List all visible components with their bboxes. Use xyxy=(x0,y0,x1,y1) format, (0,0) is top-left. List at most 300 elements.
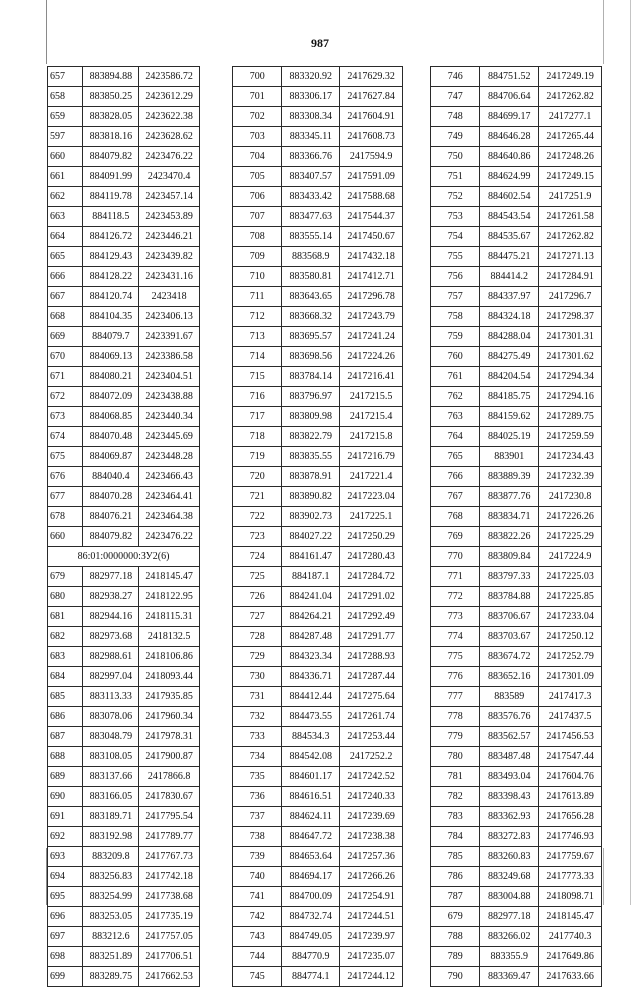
y-coordinate-cell: 2417604.91 xyxy=(340,107,403,127)
point-number-cell: 762 xyxy=(431,387,480,407)
y-coordinate-cell: 2417456.53 xyxy=(539,727,602,747)
x-coordinate-cell: 883828.05 xyxy=(83,107,139,127)
point-number-cell: 671 xyxy=(48,367,83,387)
y-coordinate-cell: 2417254.91 xyxy=(340,887,403,907)
x-coordinate-cell: 883784.88 xyxy=(480,587,539,607)
x-coordinate-cell: 884324.18 xyxy=(480,307,539,327)
table-row xyxy=(48,387,200,407)
y-coordinate-cell: 2417738.68 xyxy=(139,887,200,907)
point-number-cell: 773 xyxy=(431,607,480,627)
point-number-cell: 750 xyxy=(431,147,480,167)
point-number-cell: 679 xyxy=(431,907,480,927)
x-coordinate-cell: 884699.17 xyxy=(480,107,539,127)
table-row xyxy=(431,107,602,127)
table-row xyxy=(48,207,200,227)
x-coordinate-cell: 884473.55 xyxy=(282,707,340,727)
table-row xyxy=(431,187,602,207)
x-coordinate-cell: 884542.08 xyxy=(282,747,340,767)
y-coordinate-cell: 2423391.67 xyxy=(139,327,200,347)
y-coordinate-cell: 2417226.26 xyxy=(539,507,602,527)
x-coordinate-cell: 883822.79 xyxy=(282,427,340,447)
table-row xyxy=(233,807,403,827)
y-coordinate-cell: 2423453.89 xyxy=(139,207,200,227)
x-coordinate-cell: 883477.63 xyxy=(282,207,340,227)
x-coordinate-cell: 884288.04 xyxy=(480,327,539,347)
table-row xyxy=(48,107,200,127)
table-row xyxy=(431,847,602,867)
y-coordinate-cell: 2417225.1 xyxy=(340,507,403,527)
x-coordinate-cell: 883706.67 xyxy=(480,607,539,627)
coordinates-table-left xyxy=(47,66,200,987)
y-coordinate-cell: 2417544.37 xyxy=(340,207,403,227)
y-coordinate-cell: 2423622.38 xyxy=(139,107,200,127)
point-number-cell: 719 xyxy=(233,447,282,467)
x-coordinate-cell: 883306.17 xyxy=(282,87,340,107)
x-coordinate-cell: 883809.84 xyxy=(480,547,539,567)
table-row xyxy=(48,607,200,627)
table-row xyxy=(233,147,403,167)
y-coordinate-cell: 2417432.18 xyxy=(340,247,403,267)
y-coordinate-cell: 2417740.3 xyxy=(539,927,602,947)
y-coordinate-cell: 2417259.59 xyxy=(539,427,602,447)
table-row xyxy=(431,967,602,987)
x-coordinate-cell: 884264.21 xyxy=(282,607,340,627)
x-coordinate-cell: 883901 xyxy=(480,447,539,467)
y-coordinate-cell: 2417629.32 xyxy=(340,67,403,87)
point-number-cell: 663 xyxy=(48,207,83,227)
x-coordinate-cell: 882977.18 xyxy=(480,907,539,927)
table-row xyxy=(48,407,200,427)
x-coordinate-cell: 883835.55 xyxy=(282,447,340,467)
point-number-cell: 788 xyxy=(431,927,480,947)
table-row xyxy=(233,647,403,667)
x-coordinate-cell: 883108.05 xyxy=(83,747,139,767)
y-coordinate-cell: 2417243.79 xyxy=(340,307,403,327)
y-coordinate-cell: 2417223.04 xyxy=(340,487,403,507)
y-coordinate-cell: 2423448.28 xyxy=(139,447,200,467)
y-coordinate-cell: 2423431.16 xyxy=(139,267,200,287)
y-coordinate-cell: 2417662.53 xyxy=(139,967,200,987)
point-number-cell: 687 xyxy=(48,727,83,747)
point-number-cell: 703 xyxy=(233,127,282,147)
point-number-cell: 732 xyxy=(233,707,282,727)
y-coordinate-cell: 2417277.1 xyxy=(539,107,602,127)
point-number-cell: 727 xyxy=(233,607,282,627)
point-number-cell: 696 xyxy=(48,907,83,927)
point-number-cell: 716 xyxy=(233,387,282,407)
point-number-cell: 757 xyxy=(431,287,480,307)
table-row xyxy=(48,967,200,987)
table-row xyxy=(48,527,200,547)
table-row xyxy=(233,347,403,367)
x-coordinate-cell: 883822.26 xyxy=(480,527,539,547)
table-row xyxy=(233,667,403,687)
point-number-cell: 712 xyxy=(233,307,282,327)
point-number-cell: 670 xyxy=(48,347,83,367)
table-row xyxy=(48,367,200,387)
table-row xyxy=(431,607,602,627)
table-row xyxy=(431,907,602,927)
table-row xyxy=(233,207,403,227)
table-row xyxy=(48,227,200,247)
table-row xyxy=(233,327,403,347)
point-number-cell: 761 xyxy=(431,367,480,387)
x-coordinate-cell: 884241.04 xyxy=(282,587,340,607)
y-coordinate-cell: 2418145.47 xyxy=(139,567,200,587)
x-coordinate-cell: 883850.25 xyxy=(83,87,139,107)
point-number-cell: 775 xyxy=(431,647,480,667)
point-number-cell: 667 xyxy=(48,287,83,307)
x-coordinate-cell: 882973.68 xyxy=(83,627,139,647)
table-row xyxy=(233,87,403,107)
y-coordinate-cell: 2423470.4 xyxy=(139,167,200,187)
table-row xyxy=(431,167,602,187)
point-number-cell: 680 xyxy=(48,587,83,607)
y-coordinate-cell: 2423476.22 xyxy=(139,147,200,167)
table-row xyxy=(233,867,403,887)
table-row xyxy=(431,927,602,947)
x-coordinate-cell: 883562.57 xyxy=(480,727,539,747)
point-number-cell: 678 xyxy=(48,507,83,527)
table-row xyxy=(48,267,200,287)
y-coordinate-cell: 2423438.88 xyxy=(139,387,200,407)
x-coordinate-cell: 882977.18 xyxy=(83,567,139,587)
x-coordinate-cell: 884070.48 xyxy=(83,427,139,447)
table-row xyxy=(233,247,403,267)
table-row xyxy=(48,707,200,727)
point-number-cell: 784 xyxy=(431,827,480,847)
y-coordinate-cell: 2417450.67 xyxy=(340,227,403,247)
point-number-cell: 664 xyxy=(48,227,83,247)
table-row xyxy=(233,847,403,867)
y-coordinate-cell: 2417789.77 xyxy=(139,827,200,847)
x-coordinate-cell: 884070.28 xyxy=(83,487,139,507)
x-coordinate-cell: 883308.34 xyxy=(282,107,340,127)
y-coordinate-cell: 2423628.62 xyxy=(139,127,200,147)
point-number-cell: 748 xyxy=(431,107,480,127)
x-coordinate-cell: 883113.33 xyxy=(83,687,139,707)
x-coordinate-cell: 884120.74 xyxy=(83,287,139,307)
table-row xyxy=(431,307,602,327)
point-number-cell: 783 xyxy=(431,807,480,827)
table-row xyxy=(233,627,403,647)
x-coordinate-cell: 884118.5 xyxy=(83,207,139,227)
point-number-cell: 690 xyxy=(48,787,83,807)
table-row xyxy=(48,327,200,347)
table-row xyxy=(48,907,200,927)
x-coordinate-cell: 883256.83 xyxy=(83,867,139,887)
table-row xyxy=(48,187,200,207)
x-coordinate-cell: 884624.99 xyxy=(480,167,539,187)
y-coordinate-cell: 2417257.36 xyxy=(340,847,403,867)
x-coordinate-cell: 884543.54 xyxy=(480,207,539,227)
table-row xyxy=(431,787,602,807)
x-coordinate-cell: 884732.74 xyxy=(282,907,340,927)
table-row xyxy=(48,127,200,147)
point-number-cell: 700 xyxy=(233,67,282,87)
y-coordinate-cell: 2417706.51 xyxy=(139,947,200,967)
y-coordinate-cell: 2417235.07 xyxy=(340,947,403,967)
table-row xyxy=(431,447,602,467)
table-row xyxy=(233,507,403,527)
y-coordinate-cell: 2417978.31 xyxy=(139,727,200,747)
y-coordinate-cell: 2417244.51 xyxy=(340,907,403,927)
x-coordinate-cell: 884079.82 xyxy=(83,527,139,547)
x-coordinate-cell: 883643.65 xyxy=(282,287,340,307)
point-number-cell: 770 xyxy=(431,547,480,567)
table-row xyxy=(233,287,403,307)
point-number-cell: 676 xyxy=(48,467,83,487)
table-row xyxy=(431,627,602,647)
point-number-cell: 686 xyxy=(48,707,83,727)
table-row xyxy=(233,467,403,487)
y-coordinate-cell: 2417234.43 xyxy=(539,447,602,467)
point-number-cell: 752 xyxy=(431,187,480,207)
point-number-cell: 731 xyxy=(233,687,282,707)
y-coordinate-cell: 2417773.33 xyxy=(539,867,602,887)
y-coordinate-cell: 2417960.34 xyxy=(139,707,200,727)
y-coordinate-cell: 2417233.04 xyxy=(539,607,602,627)
point-number-cell: 735 xyxy=(233,767,282,787)
x-coordinate-cell: 884770.9 xyxy=(282,947,340,967)
point-number-cell: 711 xyxy=(233,287,282,307)
point-number-cell: 694 xyxy=(48,867,83,887)
table-row xyxy=(48,427,200,447)
point-number-cell: 733 xyxy=(233,727,282,747)
y-coordinate-cell: 2423406.13 xyxy=(139,307,200,327)
y-coordinate-cell: 2418145.47 xyxy=(539,907,602,927)
table-row xyxy=(48,647,200,667)
point-number-cell: 759 xyxy=(431,327,480,347)
x-coordinate-cell: 884749.05 xyxy=(282,927,340,947)
table-row xyxy=(48,547,200,567)
point-number-cell: 721 xyxy=(233,487,282,507)
y-coordinate-cell: 2417627.84 xyxy=(340,87,403,107)
table-row xyxy=(48,167,200,187)
point-number-cell: 709 xyxy=(233,247,282,267)
point-number-cell: 675 xyxy=(48,447,83,467)
point-number-cell: 751 xyxy=(431,167,480,187)
point-number-cell: 725 xyxy=(233,567,282,587)
point-number-cell: 692 xyxy=(48,827,83,847)
table-row xyxy=(431,827,602,847)
x-coordinate-cell: 884161.47 xyxy=(282,547,340,567)
point-number-cell: 708 xyxy=(233,227,282,247)
x-coordinate-cell: 884616.51 xyxy=(282,787,340,807)
point-number-cell: 662 xyxy=(48,187,83,207)
table-row xyxy=(431,467,602,487)
y-coordinate-cell: 2417294.16 xyxy=(539,387,602,407)
table-row xyxy=(431,687,602,707)
table-row xyxy=(431,587,602,607)
table-row xyxy=(233,487,403,507)
y-coordinate-cell: 2423446.21 xyxy=(139,227,200,247)
x-coordinate-cell: 883366.76 xyxy=(282,147,340,167)
table-row xyxy=(233,727,403,747)
table-row xyxy=(48,727,200,747)
point-number-cell: 691 xyxy=(48,807,83,827)
x-coordinate-cell: 884694.17 xyxy=(282,867,340,887)
point-number-cell: 774 xyxy=(431,627,480,647)
x-coordinate-cell: 883818.16 xyxy=(83,127,139,147)
table-row xyxy=(431,507,602,527)
point-number-cell: 668 xyxy=(48,307,83,327)
table-row xyxy=(48,507,200,527)
point-number-cell: 713 xyxy=(233,327,282,347)
x-coordinate-cell: 883555.14 xyxy=(282,227,340,247)
x-coordinate-cell: 884080.21 xyxy=(83,367,139,387)
y-coordinate-cell: 2417633.66 xyxy=(539,967,602,987)
parcel-id-cell: 86:01:0000000:ЗУ2(6) xyxy=(48,547,200,567)
x-coordinate-cell: 884323.34 xyxy=(282,647,340,667)
table-row xyxy=(48,947,200,967)
y-coordinate-cell: 2417224.9 xyxy=(539,547,602,567)
table-row xyxy=(48,307,200,327)
x-coordinate-cell: 884287.48 xyxy=(282,627,340,647)
point-number-cell: 665 xyxy=(48,247,83,267)
point-number-cell: 597 xyxy=(48,127,83,147)
table-row xyxy=(48,467,200,487)
table-row xyxy=(233,387,403,407)
y-coordinate-cell: 2417225.85 xyxy=(539,587,602,607)
x-coordinate-cell: 884336.71 xyxy=(282,667,340,687)
x-coordinate-cell: 884129.43 xyxy=(83,247,139,267)
x-coordinate-cell: 884079.82 xyxy=(83,147,139,167)
x-coordinate-cell: 884601.17 xyxy=(282,767,340,787)
table-row xyxy=(48,87,200,107)
x-coordinate-cell: 884076.21 xyxy=(83,507,139,527)
x-coordinate-cell: 884475.21 xyxy=(480,247,539,267)
x-coordinate-cell: 884647.72 xyxy=(282,827,340,847)
x-coordinate-cell: 884040.4 xyxy=(83,467,139,487)
table-row xyxy=(233,427,403,447)
point-number-cell: 737 xyxy=(233,807,282,827)
point-number-cell: 682 xyxy=(48,627,83,647)
y-coordinate-cell: 2423464.41 xyxy=(139,487,200,507)
table-row xyxy=(431,207,602,227)
point-number-cell: 744 xyxy=(233,947,282,967)
y-coordinate-cell: 2418093.44 xyxy=(139,667,200,687)
y-coordinate-cell: 2417221.4 xyxy=(340,467,403,487)
x-coordinate-cell: 884069.87 xyxy=(83,447,139,467)
y-coordinate-cell: 2423418 xyxy=(139,287,200,307)
x-coordinate-cell: 883320.92 xyxy=(282,67,340,87)
table-row xyxy=(48,447,200,467)
point-number-cell: 661 xyxy=(48,167,83,187)
point-number-cell: 701 xyxy=(233,87,282,107)
table-row xyxy=(233,307,403,327)
point-number-cell: 772 xyxy=(431,587,480,607)
page-number: 987 xyxy=(311,36,329,50)
x-coordinate-cell: 884091.99 xyxy=(83,167,139,187)
table-row xyxy=(48,847,200,867)
table-row xyxy=(431,267,602,287)
point-number-cell: 764 xyxy=(431,427,480,447)
y-coordinate-cell: 2417746.93 xyxy=(539,827,602,847)
x-coordinate-cell: 884700.09 xyxy=(282,887,340,907)
x-coordinate-cell: 883192.98 xyxy=(83,827,139,847)
x-coordinate-cell: 884204.54 xyxy=(480,367,539,387)
x-coordinate-cell: 883695.57 xyxy=(282,327,340,347)
point-number-cell: 771 xyxy=(431,567,480,587)
x-coordinate-cell: 884119.78 xyxy=(83,187,139,207)
x-coordinate-cell: 883251.89 xyxy=(83,947,139,967)
x-coordinate-cell: 883137.66 xyxy=(83,767,139,787)
table-row xyxy=(48,587,200,607)
table-row xyxy=(48,667,200,687)
y-coordinate-cell: 2417284.72 xyxy=(340,567,403,587)
point-number-cell: 730 xyxy=(233,667,282,687)
table-row xyxy=(431,127,602,147)
table-row xyxy=(233,587,403,607)
x-coordinate-cell: 884653.64 xyxy=(282,847,340,867)
x-coordinate-cell: 882938.27 xyxy=(83,587,139,607)
y-coordinate-cell: 2417215.5 xyxy=(340,387,403,407)
y-coordinate-cell: 2417547.44 xyxy=(539,747,602,767)
table-row xyxy=(48,887,200,907)
y-coordinate-cell: 2417238.38 xyxy=(340,827,403,847)
y-coordinate-cell: 2423445.69 xyxy=(139,427,200,447)
table-row xyxy=(431,547,602,567)
point-number-cell: 718 xyxy=(233,427,282,447)
point-number-cell: 695 xyxy=(48,887,83,907)
point-number-cell: 660 xyxy=(48,527,83,547)
y-coordinate-cell: 2417735.19 xyxy=(139,907,200,927)
table-row xyxy=(48,487,200,507)
point-number-cell: 776 xyxy=(431,667,480,687)
point-number-cell: 782 xyxy=(431,787,480,807)
table-row xyxy=(48,787,200,807)
point-number-cell: 698 xyxy=(48,947,83,967)
point-number-cell: 753 xyxy=(431,207,480,227)
x-coordinate-cell: 883568.9 xyxy=(282,247,340,267)
y-coordinate-cell: 2417251.9 xyxy=(539,187,602,207)
table-row xyxy=(48,767,200,787)
table-row xyxy=(233,907,403,927)
point-number-cell: 681 xyxy=(48,607,83,627)
table-row xyxy=(431,87,602,107)
x-coordinate-cell: 883784.14 xyxy=(282,367,340,387)
y-coordinate-cell: 2423466.43 xyxy=(139,467,200,487)
x-coordinate-cell: 883260.83 xyxy=(480,847,539,867)
x-coordinate-cell: 883189.71 xyxy=(83,807,139,827)
y-coordinate-cell: 2417250.29 xyxy=(340,527,403,547)
y-coordinate-cell: 2417239.69 xyxy=(340,807,403,827)
coordinates-table-middle xyxy=(232,66,403,987)
point-number-cell: 777 xyxy=(431,687,480,707)
x-coordinate-cell: 883407.57 xyxy=(282,167,340,187)
table-row xyxy=(431,567,602,587)
point-number-cell: 779 xyxy=(431,727,480,747)
y-coordinate-cell: 2417767.73 xyxy=(139,847,200,867)
x-coordinate-cell: 884534.3 xyxy=(282,727,340,747)
x-coordinate-cell: 884159.62 xyxy=(480,407,539,427)
x-coordinate-cell: 883703.67 xyxy=(480,627,539,647)
y-coordinate-cell: 2417253.44 xyxy=(340,727,403,747)
point-number-cell: 786 xyxy=(431,867,480,887)
point-number-cell: 734 xyxy=(233,747,282,767)
point-number-cell: 780 xyxy=(431,747,480,767)
point-number-cell: 684 xyxy=(48,667,83,687)
point-number-cell: 738 xyxy=(233,827,282,847)
y-coordinate-cell: 2417262.82 xyxy=(539,227,602,247)
table-body xyxy=(233,67,403,987)
table-row xyxy=(233,527,403,547)
point-number-cell: 722 xyxy=(233,507,282,527)
y-coordinate-cell: 2417287.44 xyxy=(340,667,403,687)
table-row xyxy=(431,287,602,307)
x-coordinate-cell: 884104.35 xyxy=(83,307,139,327)
